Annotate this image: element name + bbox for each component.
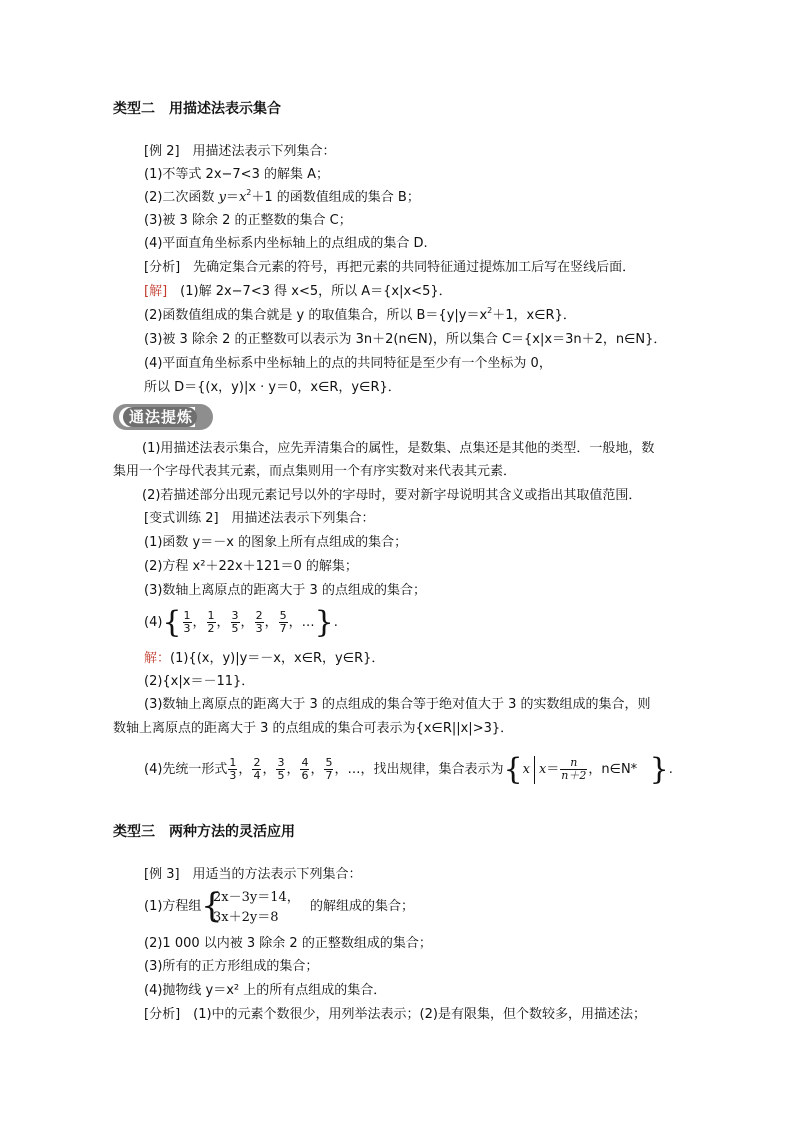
ex2-q3: (3)被 3 除余 2 的正整数的集合 C； — [144, 213, 352, 228]
variant-answer-2: (2){x|x＝－11}． — [144, 674, 255, 689]
tip-1a: (1)用描述法表示集合，应先弄清集合的属性，是数集、点集还是其他的类型．一般地，数 — [142, 441, 655, 456]
fraction: $\frac{1}{3}$ — [229, 756, 237, 782]
method-summary-badge: 通法提炼 — [113, 404, 213, 430]
answer-label: 解： — [144, 651, 171, 666]
variant-q3: (3)数轴上离原点的距离大于 3 的点组成的集合； — [144, 583, 426, 598]
ex3-analysis: [分析] (1)中的元素个数很少，用列举法表示；(2)是有限集，但个数较多，用描述法； — [144, 1007, 646, 1022]
variant-label: [变式训练 2] 用描述法表示下列集合： — [144, 511, 375, 526]
variant-answer-3a: (3)数轴上离原点的距离大于 3 的点组成的集合等于绝对值大于 3 的实数组成的集合，则 — [144, 697, 651, 712]
solution-label: [解] — [144, 284, 168, 299]
ex2-solution-4: (4)平面直角坐标系中坐标轴上的点的共同特征是至少有一个坐标为 0， — [144, 356, 552, 371]
ex2-analysis: [分析] 先确定集合元素的符号，再把元素的共同特征通过提炼加工后写在竖线后面． — [144, 260, 636, 275]
type3-title: 类型三 两种方法的灵活应用 — [113, 824, 295, 840]
fraction: $\frac{2}{3}$ — [255, 609, 263, 635]
variant-q1: (1)函数 y＝－x 的图象上所有点组成的集合； — [144, 535, 408, 550]
ex2-q1: (1)不等式 2x−7<3 的解集 A； — [144, 167, 329, 182]
example3-label: [例 3] 用适当的方法表示下列集合： — [144, 867, 362, 882]
ex2-q2: (2)二次函数 $y=x^2+1$ 的函数值组成的集合 B； — [144, 188, 420, 205]
tip-1b: 集用一个字母代表其元素，而点集则用一个有序实数对来代表其元素． — [113, 464, 517, 479]
fraction: $\frac{3}{5}$ — [231, 609, 239, 635]
variant-answer-1: 解：(1){(x，y)|y＝－x，x∈R，y∈R}． — [144, 651, 385, 666]
example2-label: [例 2] 用描述法表示下列集合： — [144, 144, 336, 159]
fraction: $\frac{5}{7}$ — [279, 609, 287, 635]
fraction: $\frac{5}{7}$ — [325, 756, 333, 782]
fraction: $\frac{4}{6}$ — [301, 756, 309, 782]
variant-q4: (4){ $\frac{1}{3}$ ， $\frac{1}{2}$ ， $\frac{3}{5}$ ， $\frac{2}{3}$ ， $\frac{5}{7}$ ，…}. — [144, 604, 338, 640]
fraction: $\frac{2}{4}$ — [253, 756, 261, 782]
ex2-solution-1: [解] (1)解 2x−7<3 得 x<5，所以 A＝{x|x<5}． — [144, 284, 452, 299]
ex2-solution-2: (2)函数值组成的集合就是 y 的取值集合，所以 $B=\{y|y=x^2+1$，x∈R}． — [144, 306, 576, 323]
ex3-q3: (3)所有的正方形组成的集合； — [144, 959, 319, 974]
ex2-solution-3: (3)被 3 除余 2 的正整数可以表示为 3n＋2(n∈N)，所以集合 C＝{x|x＝3n＋2，n∈N}． — [144, 332, 667, 347]
ex3-q1: (1)方程组 — [144, 899, 202, 914]
ex3-q2: (2)1 000 以内被 3 除余 2 的正整数组成的集合； — [144, 936, 432, 951]
fraction: $\frac{1}{3}$ — [183, 609, 191, 635]
variant-answer-3b: 数轴上离原点的距离大于 3 的点组成的集合可表示为{x∈R||x|>3}． — [113, 721, 514, 736]
type2-title: 类型二 用描述法表示集合 — [113, 101, 281, 117]
ex3-q4: (4)抛物线 y＝x² 上的所有点组成的集合． — [144, 983, 387, 998]
ex3-q1-suffix: 的解组成的集合； — [310, 899, 415, 914]
fraction: $\frac{1}{2}$ — [207, 609, 215, 635]
tip-2: (2)若描述部分出现元素记号以外的字母时，要对新字母说明其含义或指出其取值范围． — [142, 488, 642, 503]
variant-answer-4: (4)先统一形式 $\frac{1}{3}$ ， $\frac{2}{4}$ ， $\frac{3}{5}$ ， $\frac{4}{6}$ ， $\frac{5}{7}$ ，…，找出规律，集合表示为{x x＝ $\frac{n}{n+2}$ ，n∈N* }. — [144, 751, 673, 787]
ex2-solution-4b: 所以 D＝{(x，y)|x · y＝0，x∈R，y∈R}． — [144, 380, 401, 395]
ex2-q4: (4)平面直角坐标系内坐标轴上的点组成的集合 D. — [144, 236, 428, 251]
fraction: $\frac{3}{5}$ — [277, 756, 285, 782]
variant-q2: (2)方程 x²＋22x＋121＝0 的解集； — [144, 559, 358, 574]
